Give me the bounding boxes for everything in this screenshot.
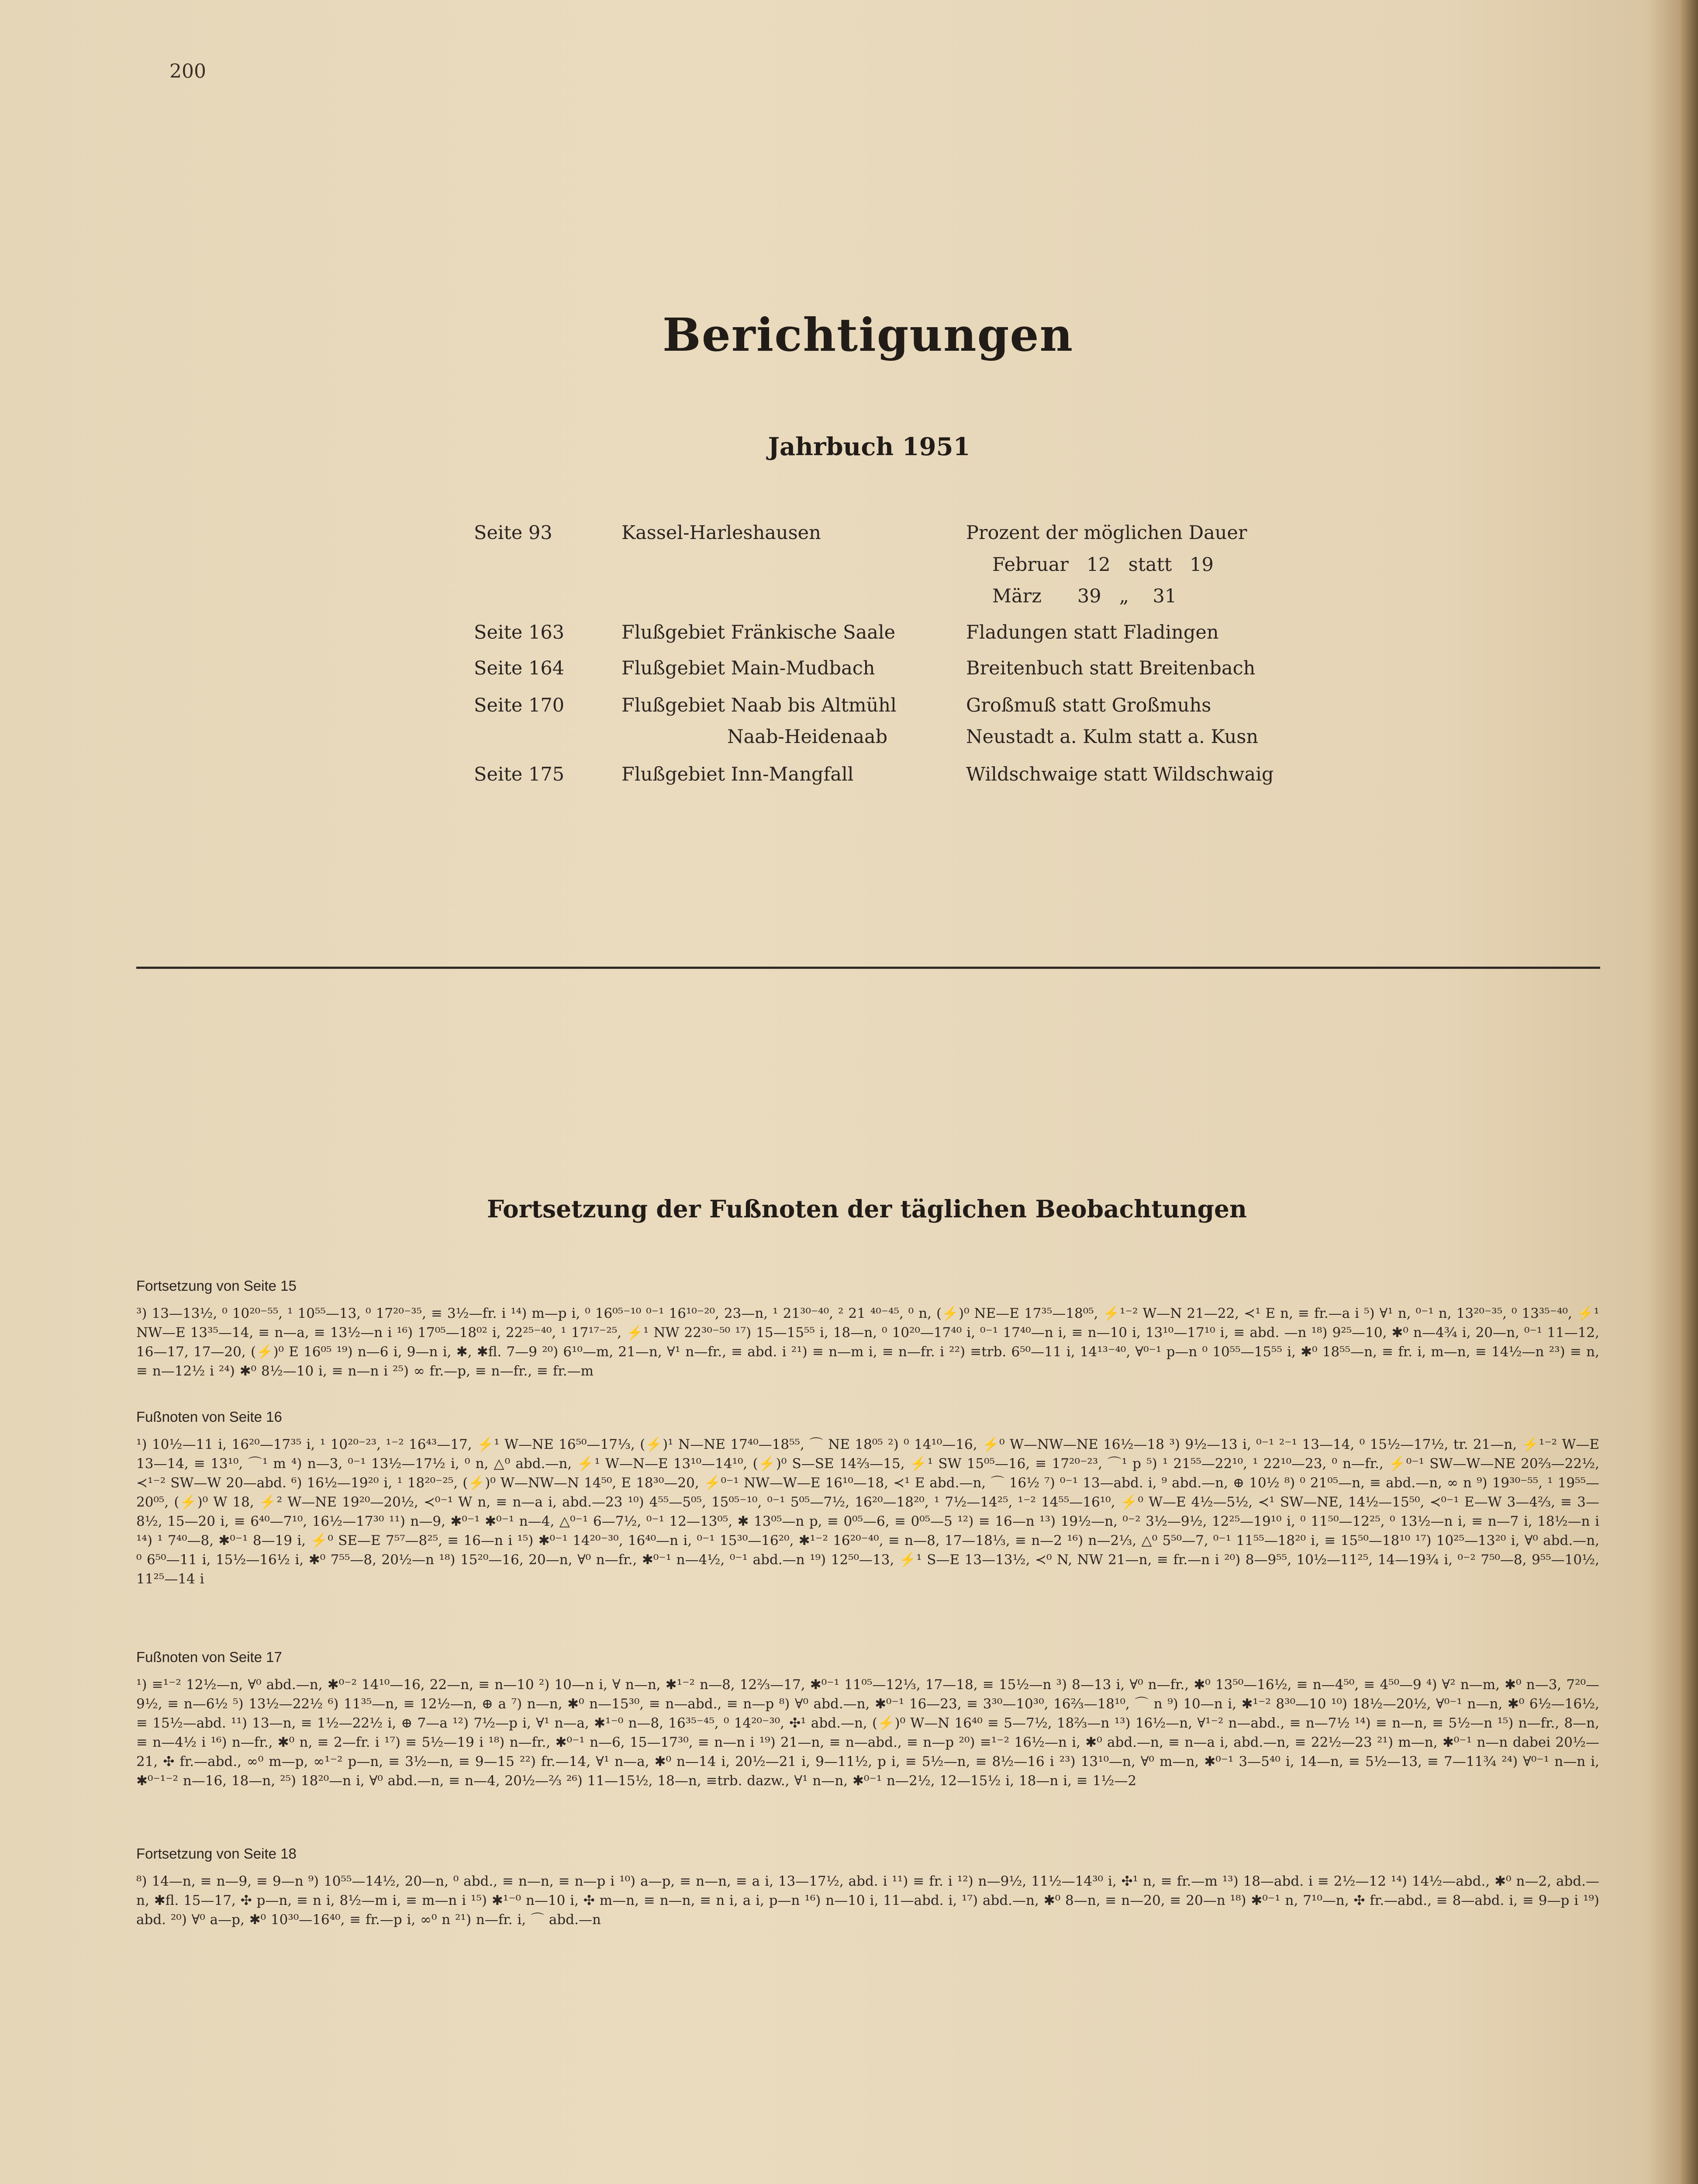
correction-page: Seite 163: [474, 622, 565, 643]
correction-location: Flußgebiet Inn-Mangfall: [621, 764, 854, 785]
page-title: Berichtigungen: [662, 308, 1074, 362]
correction-location: Flußgebiet Naab bis Altmühl: [621, 695, 897, 716]
correction-location: Kassel-Harleshausen: [621, 522, 821, 544]
page-number: 200: [169, 60, 206, 83]
correction-page: Seite 175: [474, 764, 565, 785]
correction-location: Flußgebiet Fränkische Saale: [621, 622, 896, 643]
correction-text: Neustadt a. Kulm statt a. Kusn: [966, 726, 1259, 748]
correction-text: Februar 12 statt 19: [992, 554, 1214, 576]
footnotes-title: Fortsetzung der Fußnoten der täglichen Beobachtungen: [487, 1195, 1247, 1223]
footnote-section-text: ³) 13—13½, ⁰ 10²⁰⁻⁵⁵, ¹ 10⁵⁵—13, ⁰ 17²⁰⁻³⁵, ≡ 3½—fr. i ¹⁴) m—p i, ⁰ 16⁰⁵⁻¹⁰ ⁰⁻¹ 16¹⁰⁻²⁰, 23—n, ¹ 21³⁰⁻⁴⁰, ² 21 ⁴⁰⁻⁴⁵, ⁰ n, (⚡)⁰ NE—E 17³⁵—18⁰⁵, ⚡¹⁻² W—N 21—22, ≺¹ E n, ≡ fr.—a i ⁵) ∀¹ n, ⁰⁻¹ n, 13²⁰⁻³⁵, ⁰ 13³⁵⁻⁴⁰, ⚡¹ NW—E 13³⁵—14, ≡ n—a, ≡ 13½—n i ¹⁶) 17⁰⁵—18⁰² i, 22²⁵⁻⁴⁰, ¹ 17¹⁷⁻²⁵, ⚡¹ NW 22³⁰⁻⁵⁰ ¹⁷) 15—15⁵⁵ i, 18—n, ⁰ 10²⁰—17⁴⁰ i, ⁰⁻¹ 17⁴⁰—n i, ≡ n—10 i, 13¹⁰—17¹⁰ i, ≡ abd. —n ¹⁸) 9²⁵—10, ✱⁰ n—4¾ i, 20—n, ⁰⁻¹ 11—12, 16—17, 17—20, (⚡)⁰ E 16⁰⁵ ¹⁹) n—6 i, 9—n i, ✱, ✱fl. 7—9 ²⁰) 6¹⁰—m, 21—n, ∀¹ n—fr., ≡ abd. i ²¹) ≡ n—m i, ≡ n—fr. i ²²) ≡trb. 6⁵⁰—11 i, 14¹³⁻⁴⁰, ∀⁰⁻¹ p—n ⁰ 10⁵⁵—15⁵⁵ i, ✱⁰ 18⁵⁵—n, ≡ fr. i, m—n, ≡ 14½—n ²³) ≡ n, ≡ n—12½ i ²⁴) ✱⁰ 8½—10 i, ≡ n—n i ²⁵) ∞ fr.—p, ≡ n—fr., ≡ fr.—m: [136, 1306, 1599, 1379]
footnote-section-heading: Fußnoten von Seite 17: [136, 1649, 282, 1665]
correction-text: Fladungen statt Fladingen: [966, 622, 1219, 643]
correction-text: Wildschwaige statt Wildschwaig: [966, 764, 1274, 785]
footnote-section-text: ¹) ≡¹⁻² 12½—n, ∀⁰ abd.—n, ✱⁰⁻² 14¹⁰—16, 22—n, ≡ n—10 ²) 10—n i, ∀ n—n, ✱¹⁻² n—8, 12⅔—17, ✱⁰⁻¹ 11⁰⁵—12⅓, 17—18, ≡ 15½—n ³) 8—13 i, ∀⁰ n—fr., ✱⁰ 13⁵⁰—16½, ≡ n—4⁵⁰, ≡ 4⁵⁰—9 ⁴) ∀² n—m, ✱⁰ n—3, 7²⁰—9½, ≡ n—6½ ⁵) 13½—22½ ⁶) 11³⁵—n, ≡ 12½—n, ⊕ a ⁷) n—n, ✱⁰ n—15³⁰, ≡ n—abd., ≡ n—p ⁸) ∀⁰ abd.—n, ✱⁰⁻¹ 16—23, ≡ 3³⁰—10³⁰, 16⅔—18¹⁰, ⌒ n ⁹) 10—n i, ✱¹⁻² 8³⁰—10 ¹⁰) 18½—20½, ∀⁰⁻¹ n—n, ✱⁰ 6½—16½, ≡ 15½—abd. ¹¹) 13—n, ≡ 1½—22½ i, ⊕ 7—a ¹²) 7½—p i, ∀¹ n—a, ✱¹⁻⁰ n—8, 16³⁵⁻⁴⁵, ⁰ 14²⁰⁻³⁰, ✣¹ abd.—n, (⚡)⁰ W—N 16⁴⁰ ≡ 5—7½, 18⅔—n ¹³) 16½—n, ∀¹⁻² n—abd., ≡ n—7½ ¹⁴) ≡ n—n, ≡ 5½—n ¹⁵) n—fr., 8—n, ≡ n—4½ i ¹⁶) n—fr., ✱⁰ n, ≡ 2—fr. i ¹⁷) ≡ 5½—19 i ¹⁸) n—fr., ✱⁰⁻¹ n—6, 15—17³⁰, ≡ n—n i ¹⁹) 21—n, ≡ n—abd., ≡ n—p ²⁰) ≡¹⁻² 16½—n i, ✱⁰ abd.—n, ≡ n—a i, abd.—n, ≡ 22½—23 ²¹) m—n, ✱⁰⁻¹ n—n dabei 20½—21, ✣ fr.—abd., ∞⁰ m—p, ∞¹⁻² p—n, ≡ 3½—n, ≡ 9—15 ²²) fr.—14, ∀¹ n—a, ✱⁰ n—14 i, 20½—21 i, 9—11½, p i, ≡ 5½—n, ≡ 8½—16 i ²³) 13¹⁰—n, ∀⁰ m—n, ✱⁰⁻¹ 3—5⁴⁰ i, 14—n, ≡ 5½—13, ≡ 7—11¾ ²⁴) ∀⁰⁻¹ n—n i, ✱⁰⁻¹⁻² n—16, 18—n, ²⁵) 18²⁰—n i, ∀⁰ abd.—n, ≡ n—4, 20½—⅔ ²⁶) 11—15½, 18—n, ≡trb. dazw., ∀¹ n—n, ✱⁰⁻¹ n—2½, 12—15½ i, 18—n i, ≡ 1½—2: [136, 1677, 1599, 1789]
section-subtitle: Jahrbuch 1951: [768, 432, 970, 461]
footnote-section: [136, 1409, 1599, 1589]
footnote-section-text: ¹) 10½—11 i, 16²⁰—17³⁵ i, ¹ 10²⁰⁻²³, ¹⁻² 16⁴³—17, ⚡¹ W—NE 16⁵⁰—17⅓, (⚡)¹ N—NE 17⁴⁰—18⁵⁵, ⌒ NE 18⁰⁵ ²) ⁰ 14¹⁰—16, ⚡⁰ W—NW—NE 16½—18 ³) 9½—13 i, ⁰⁻¹ ²⁻¹ 13—14, ⁰ 15½—17½, tr. 21—n, ⚡¹⁻² W—E 13—14, ≡ 13¹⁰, ⌒¹ m ⁴) n—3, ⁰⁻¹ 13½—17½ i, ⁰ n, △⁰ abd.—n, ⚡¹ W—N—E 13¹⁰—14¹⁰, (⚡)⁰ S—SE 14⅔—15, ⚡¹ SW 15⁰⁵—16, ≡ 17²⁰⁻²³, ⌒¹ p ⁵) ¹ 21⁵⁵—22¹⁰, ¹ 22¹⁰—23, ⁰ n—fr., ⚡⁰⁻¹ SW—W—NE 20⅔—22½, ≺¹⁻² SW—W 20—abd. ⁶) 16½—19²⁰ i, ¹ 18²⁰⁻²⁵, (⚡)⁰ W—NW—N 14⁵⁰, E 18³⁰—20, ⚡⁰⁻¹ NW—W—E 16¹⁰—18, ≺¹ E abd.—n, ⌒ 16½ ⁷) ⁰⁻¹ 13—abd. i, ⁹ abd.—n, ⊕ 10½ ⁸) ⁰ 21⁰⁵—n, ≡ abd.—n, ∞ n ⁹) 19³⁰⁻⁵⁵, ¹ 19⁵⁵—20⁰⁵, (⚡)⁰ W 18, ⚡² W—NE 19²⁰—20½, ≺⁰⁻¹ W n, ≡ n—a i, abd.—23 ¹⁰) 4⁵⁵—5⁰⁵, 15⁰⁵⁻¹⁰, ⁰⁻¹ 5⁰⁵—7½, 16²⁰—18²⁰, ¹ 7½—14²⁵, ¹⁻² 14⁵⁵—16¹⁰, ⚡⁰ W—E 4½—5½, ≺¹ SW—NE, 14½—15⁵⁰, ≺⁰⁻¹ E—W 3—4⅔, ≡ 3—8½, 15—20 i, ≡ 6⁴⁰—7¹⁰, 16½—17³⁰ ¹¹) n—9, ✱⁰⁻¹ ✱⁰⁻¹ n—4, △⁰⁻¹ 6—7½, ⁰⁻¹ 12—13⁰⁵, ✱ 13⁰⁵—n p, ≡ 0⁰⁵—6, ≡ 0⁰⁵—5 ¹²) ≡ 16—n ¹³) 19½—n, ⁰⁻² 3½—9½, 12²⁵—19¹⁰ i, ⁰ 11⁵⁰—12²⁵, ⁰ 13½—n i, ≡ n—7 i, 18½—n i ¹⁴) ¹ 7⁴⁰—8, ✱⁰⁻¹ 8—19 i, ⚡⁰ SE—E 7⁵⁷—8²⁵, ≡ 16—n i ¹⁵) ✱⁰⁻¹ 14²⁰⁻³⁰, 16⁴⁰—n i, ⁰⁻¹ 15³⁰—16²⁰, ✱¹⁻² 16²⁰⁻⁴⁰, ≡ n—8, 17—18⅓, ≡ n—2 ¹⁶) n—2⅓, △⁰ 5⁵⁰—7, ⁰⁻¹ 11⁵⁵—18²⁰ i, ≡ 15⁵⁰—18¹⁰ ¹⁷) 10²⁵—13²⁰ i, ∀⁰ abd.—n, ⁰ 6⁵⁰—11 i, 15½—16½ i, ✱⁰ 7⁵⁵—8, 20½—n ¹⁸) 15²⁰—16, 20—n, ∀⁰ n—fr., ✱⁰⁻¹ n—4½, ⁰⁻¹ abd.—n ¹⁹) 12⁵⁰—13, ⚡¹ S—E 13—13½, ≺⁰ N, NW 21—n, ≡ fr.—n i ²⁰) 8—9⁵⁵, 10½—11²⁵, 14—19¾ i, ⁰⁻² 7⁵⁰—8, 9⁵⁵—10½, 11²⁵—14 i: [136, 1437, 1599, 1587]
correction-text: Großmuß statt Großmuhs: [966, 695, 1211, 716]
correction-page: Seite 93: [474, 522, 552, 544]
correction-text: Breitenbuch statt Breitenbach: [966, 657, 1256, 679]
correction-text: Prozent der möglichen Dauer: [966, 522, 1247, 544]
footnote-section: [136, 1278, 1599, 1381]
footnote-section-heading: Fortsetzung von Seite 15: [136, 1278, 297, 1294]
footnote-section-text: ⁸) 14—n, ≡ n—9, ≡ 9—n ⁹) 10⁵⁵—14½, 20—n, ⁰ abd., ≡ n—n, ≡ n—p i ¹⁰) a—p, ≡ n—n, ≡ a i, 13—17½, abd. i ¹¹) ≡ fr. i ¹²) n—9½, 11½—14³⁰ i, ✣¹ n, ≡ fr.—m ¹³) 18—abd. i ≡ 2½—12 ¹⁴) 14½—abd., ✱⁰ n—2, abd.—n, ✱fl. 15—17, ✣ p—n, ≡ n i, 8½—m i, ≡ m—n i ¹⁵) ✱¹⁻⁰ n—10 i, ✣ m—n, ≡ n—n, ≡ n i, a i, p—n ¹⁶) n—10 i, 11—abd. i, ¹⁷) abd.—n, ✱⁰ 8—n, ≡ n—20, ≡ 20—n ¹⁸) ✱⁰⁻¹ n, 7¹⁰—n, ✣ fr.—abd., ≡ 8—abd. i, ≡ 9—p i ¹⁹) abd. ²⁰) ∀⁰ a—p, ✱⁰ 10³⁰—16⁴⁰, ≡ fr.—p i, ∞⁰ n ²¹) n—fr. i, ⌒ abd.—n: [136, 1873, 1599, 1928]
footnote-section-heading: Fußnoten von Seite 16: [136, 1409, 282, 1425]
correction-text: März 39 „ 31: [992, 585, 1177, 607]
correction-sublocation: Naab-Heidenaab: [727, 726, 888, 748]
footnote-section: [136, 1649, 1599, 1790]
section-divider: [136, 967, 1600, 969]
footnote-section-heading: Fortsetzung von Seite 18: [136, 1845, 297, 1862]
correction-page: Seite 164: [474, 657, 565, 679]
footnote-section: [136, 1845, 1599, 1929]
correction-page: Seite 170: [474, 695, 565, 716]
correction-location: Flußgebiet Main-Mudbach: [621, 657, 875, 679]
